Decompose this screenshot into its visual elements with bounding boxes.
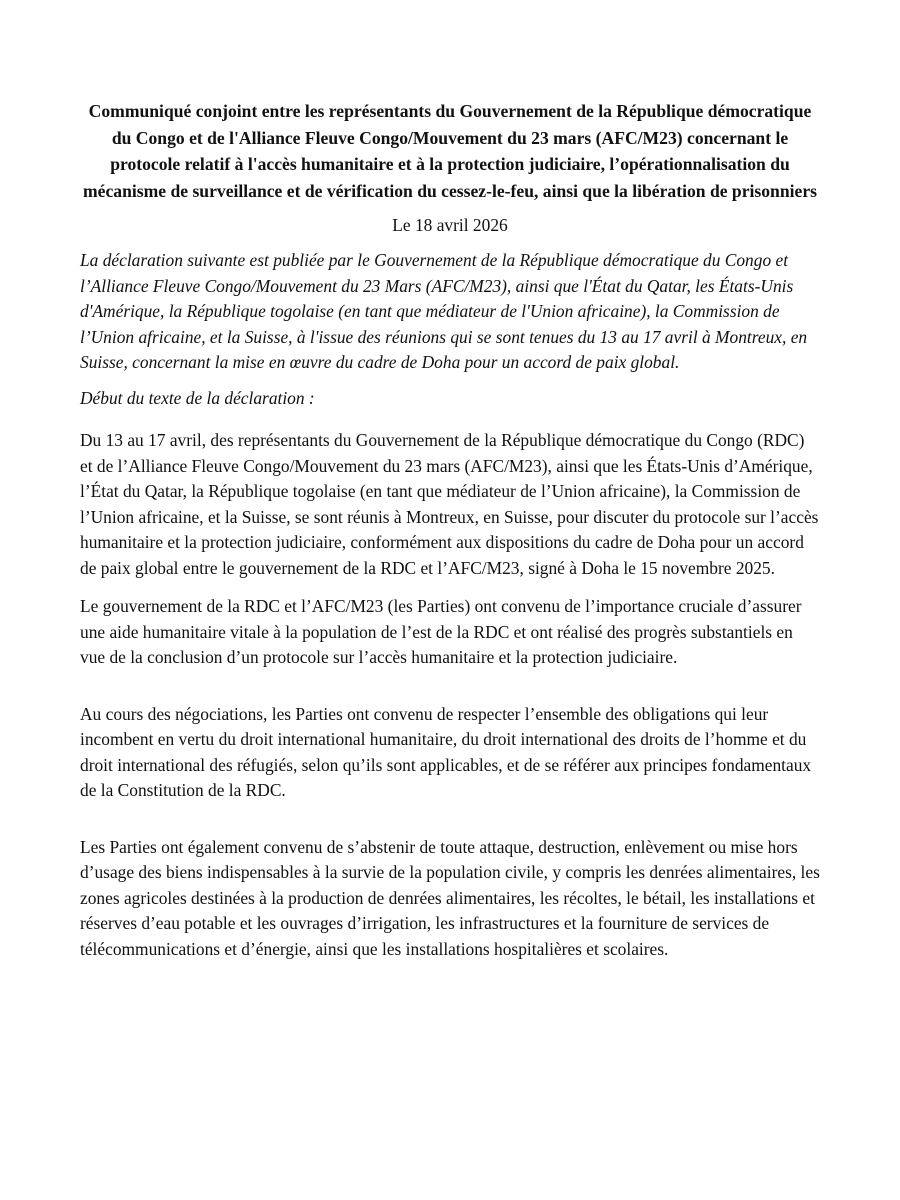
- communique-title: Communiqué conjoint entre les représentants du Gouvernement de la République démocratique du Congo et de l'Alliance Fleuve Congo/Mouvement du 23 mars (AFC/M23) concernant le protocole relatif à l'accès humanitaire et à la protection judiciaire, l’opérationnalisation du mécanisme de surveillance et de vérification du cessez-le-feu, ainsi que la libération de prisonniers: [83, 101, 817, 201]
- body-paragraph-2: Le gouvernement de la RDC et l’AFC/M23 (les Parties) ont convenu de l’importance cruciale d’assurer une aide humanitaire vitale à la population de l’est de la RDC et ont réalisé des progrès substantiels en vue de la conclusion d’un protocole sur l’accès humanitaire et la protection judiciaire.: [80, 596, 802, 667]
- intro-statement: La déclaration suivante est publiée par le Gouvernement de la République démocratique du Congo et l’Alliance Fleuve Congo/Mouvement du 23 Mars (AFC/M23), ainsi que l'État du Qatar, les États-Unis d'Amérique, la République togolaise (en tant que médiateur de l'Union africaine), la Commission de l’Union africaine, et la Suisse, à l'issue des réunions qui se sont tenues du 13 au 17 avril à Montreux, en Suisse, concernant la mise en œuvre du cadre de Doha pour un accord de paix global.: [80, 250, 808, 372]
- body-paragraph-1: Du 13 au 17 avril, des représentants du Gouvernement de la République démocratique du Congo (RDC) et de l’Alliance Fleuve Congo/Mouvement du 23 mars (AFC/M23), ainsi que les États-Unis d’Amérique, l’État du Qatar, la République togolaise (en tant que médiateur de l’Union africaine), la Commission de l’Union africaine, et la Suisse, se sont réunis à Montreux, en Suisse, pour discuter du protocole sur l’accès humanitaire et la protection judiciaire, conformément aux dispositions du cadre de Doha pour un accord de paix global entre le gouvernement de la RDC et l’AFC/M23, signé à Doha le 15 novembre 2025.: [80, 430, 819, 578]
- body-paragraph-4: Les Parties ont également convenu de s’abstenir de toute attaque, destruction, enlèvement ou mise hors d’usage des biens indispensables à la survie de la population civile, y compris les denrées alimentaires, les zones agricoles destinées à la production de denrées alimentaires, les récoltes, le bétail, les installations et réserves d’eau potable et les ouvrages d’irrigation, les infrastructures et la fourniture de services de télécommunications et d’énergie, ainsi que les installations hospitalières et scolaires.: [80, 836, 820, 959]
- communique-date: Le 18 avril 2026: [392, 215, 508, 235]
- declaration-start-label: Début du texte de la déclaration :: [80, 387, 315, 408]
- body-paragraph-3: Au cours des négociations, les Parties ont convenu de respecter l’ensemble des obligations qui leur incombent en vertu du droit international humanitaire, du droit international des droits de l’homme et du droit international des réfugiés, selon qu’ils sont applicables, et de se référer aux principes fondamentaux de la Constitution de la RDC.: [80, 703, 812, 800]
